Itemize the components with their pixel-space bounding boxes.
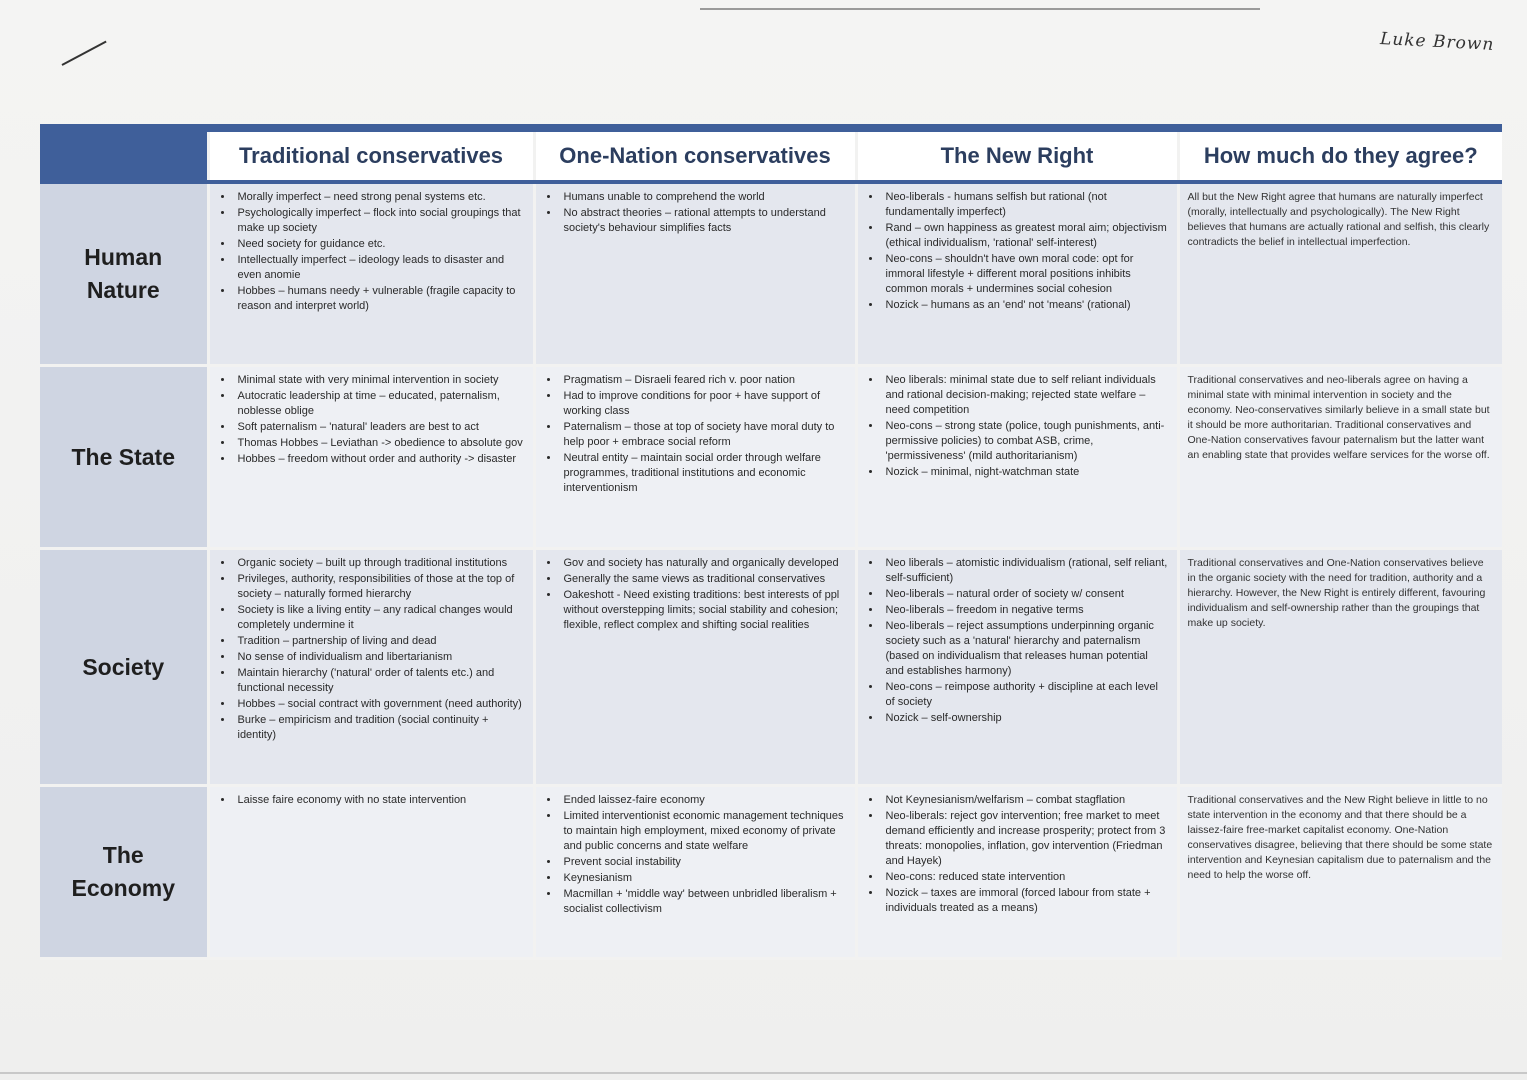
bullet-item: • Neutral entity – maintain social order through welfare programmes, traditional institutions and economic interventionism <box>560 451 847 496</box>
bullet-item: • Neo-liberals - humans selfish but rational (not fundamentally imperfect) <box>882 190 1169 220</box>
bullet-item: • Paternalism – those at top of society have moral duty to help poor + embrace social reform <box>560 420 847 450</box>
bullet-item: • Gov and society has naturally and organically developed <box>560 556 847 571</box>
bullet-list <box>542 793 847 917</box>
bullet-list <box>216 373 525 467</box>
bullet-item: • Morally imperfect – need strong penal systems etc. <box>234 190 525 205</box>
bullet-item: • Rand – own happiness as greatest moral aim; objectivism (ethical individualism, 'rational' self-interest) <box>882 221 1169 251</box>
bullet-item: • Organic society – built up through traditional institutions <box>234 556 525 571</box>
row-the-state <box>40 366 1502 549</box>
bullet-item: • Neo-cons: reduced state intervention <box>882 870 1169 885</box>
bullet-item: • Thomas Hobbes – Leviathan -> obedience to absolute gov <box>234 436 525 451</box>
bullet-item: • Autocratic leadership at time – educated, paternalism, noblesse oblige <box>234 389 525 419</box>
comparison-table <box>40 124 1502 960</box>
cell-one-nation <box>534 786 856 959</box>
bullet-item: • Prevent social instability <box>560 855 847 870</box>
bullet-item: • Neo-cons – strong state (police, tough punishments, anti-permissive policies) to combat ASB, crime, 'permissiveness' (mild authoritarianism) <box>882 419 1169 464</box>
bullet-item: • Hobbes – social contract with government (need authority) <box>234 697 525 712</box>
header-traditional: Traditional conservatives <box>208 128 534 182</box>
bullet-list <box>216 190 525 314</box>
bullet-list <box>864 793 1169 916</box>
bullet-item: • Neo liberals – atomistic individualism (rational, self reliant, self-sufficient) <box>882 556 1169 586</box>
bottom-edge-line <box>0 1072 1527 1074</box>
bullet-item: • Nozick – minimal, night-watchman state <box>882 465 1169 480</box>
row-the-economy <box>40 786 1502 959</box>
bullet-item: • Nozick – taxes are immoral (forced labour from state + individuals treated as a means) <box>882 886 1169 916</box>
bullet-item: • No abstract theories – rational attempts to understand society's behaviour simplifies facts <box>560 206 847 236</box>
header-agree: How much do they agree? <box>1178 128 1502 182</box>
cell-traditional <box>208 549 534 786</box>
bullet-item: • Neo-cons – reimpose authority + discipline at each level of society <box>882 680 1169 710</box>
cell-new-right <box>856 549 1178 786</box>
bullet-list <box>542 373 847 496</box>
bullet-item: • Ended laissez-faire economy <box>560 793 847 808</box>
bullet-item: • Minimal state with very minimal intervention in society <box>234 373 525 388</box>
bullet-item: • Privileges, authority, responsibilities of those at the top of society – naturally formed hierarchy <box>234 572 525 602</box>
bullet-item: • Neo liberals: minimal state due to self reliant individuals and rational decision-making; rejected state welfare – need competition <box>882 373 1169 418</box>
bullet-item: • Oakeshott - Need existing traditions: best interests of ppl without overstepping limits; social stability and cohesion; flexible, reflect complex and shifting social realities <box>560 588 847 633</box>
bullet-list <box>216 793 525 808</box>
bullet-item: • Maintain hierarchy ('natural' order of talents etc.) and functional necessity <box>234 666 525 696</box>
row-label: Human Nature <box>40 182 208 366</box>
header-one-nation: One-Nation conservatives <box>534 128 856 182</box>
cell-agreement: Traditional conservatives and One-Nation conservatives believe in the organic society with the need for tradition, authority and a hierarchy. However, the New Right is entirely different, favouring individualism and self-ownership rather than the groupings that make up society. <box>1178 549 1502 786</box>
row-human-nature <box>40 182 1502 366</box>
bullet-list <box>864 556 1169 726</box>
row-label: The Economy <box>40 786 208 959</box>
bullet-item: • Hobbes – humans needy + vulnerable (fragile capacity to reason and interpret world) <box>234 284 525 314</box>
bullet-item: • Limited interventionist economic management techniques to maintain high employment, mixed economy of private and public concerns and state welfare <box>560 809 847 854</box>
bullet-item: • Tradition – partnership of living and dead <box>234 634 525 649</box>
header-row <box>40 128 1502 182</box>
cell-traditional <box>208 366 534 549</box>
bullet-item: • Generally the same views as traditional conservatives <box>560 572 847 587</box>
bullet-item: • Had to improve conditions for poor + have support of working class <box>560 389 847 419</box>
corner-cell <box>40 128 208 182</box>
bullet-item: • Keynesianism <box>560 871 847 886</box>
bullet-item: • Pragmatism – Disraeli feared rich v. poor nation <box>560 373 847 388</box>
bullet-item: • Society is like a living entity – any radical changes would completely undermine it <box>234 603 525 633</box>
bullet-item: • Neo-cons – shouldn't have own moral code: opt for immoral lifestyle + different moral positions inhibits common morals + undermines social cohesion <box>882 252 1169 297</box>
bullet-item: • Laisse faire economy with no state intervention <box>234 793 525 808</box>
bullet-item: • Neo-liberals – reject assumptions underpinning organic society such as a 'natural' hierarchy and paternalism (based on individualism that releases human potential and establishes harmony) <box>882 619 1169 679</box>
cell-agreement: All but the New Right agree that humans are naturally imperfect (morally, intellectually and psychologically). The New Right believes that humans are actually rational and selfish, this clearly contradicts the belief in intellectual imperfection. <box>1178 182 1502 366</box>
cell-agreement: Traditional conservatives and the New Right believe in little to no state intervention in the economy and that there should be a laissez-faire free-market capitalist economy. One-Nation conservatives disagree, believing that there should be some state intervention and Keynesian capitalism due to paternalism and the need to help the worse off. <box>1178 786 1502 959</box>
cell-one-nation <box>534 182 856 366</box>
header-new-right: The New Right <box>856 128 1178 182</box>
row-label: Society <box>40 549 208 786</box>
cell-one-nation <box>534 366 856 549</box>
bullet-item: • Intellectually imperfect – ideology leads to disaster and even anomie <box>234 253 525 283</box>
bullet-item: • No sense of individualism and libertarianism <box>234 650 525 665</box>
bullet-list <box>864 190 1169 313</box>
bullet-item: • Neo-liberals – natural order of society w/ consent <box>882 587 1169 602</box>
row-society <box>40 549 1502 786</box>
bullet-item: • Neo-liberals: reject gov intervention; free market to meet demand efficiently and increase prosperity; protect from 3 threats: monopolies, inflation, gov intervention (Friedman and Hayek) <box>882 809 1169 869</box>
bullet-list <box>542 556 847 633</box>
bullet-list <box>864 373 1169 480</box>
row-label: The State <box>40 366 208 549</box>
bullet-item: • Need society for guidance etc. <box>234 237 525 252</box>
author-signature: Luke Brown <box>1379 29 1495 55</box>
bullet-item: • Nozick – self-ownership <box>882 711 1169 726</box>
bullet-item: • Not Keynesianism/welfarism – combat stagflation <box>882 793 1169 808</box>
cell-new-right <box>856 366 1178 549</box>
cell-traditional <box>208 182 534 366</box>
bullet-item: • Humans unable to comprehend the world <box>560 190 847 205</box>
bullet-item: • Macmillan + 'middle way' between unbridled liberalism + socialist collectivism <box>560 887 847 917</box>
bullet-item: • Burke – empiricism and tradition (social continuity + identity) <box>234 713 525 743</box>
bullet-item: • Psychologically imperfect – flock into social groupings that make up society <box>234 206 525 236</box>
cell-one-nation <box>534 549 856 786</box>
top-edge-line <box>700 8 1260 10</box>
bullet-item: • Hobbes – freedom without order and authority -> disaster <box>234 452 525 467</box>
cell-new-right <box>856 182 1178 366</box>
bullet-item: • Soft paternalism – 'natural' leaders are best to act <box>234 420 525 435</box>
bullet-item: • Neo-liberals – freedom in negative terms <box>882 603 1169 618</box>
bullet-item: • Nozick – humans as an 'end' not 'means' (rational) <box>882 298 1169 313</box>
cell-traditional <box>208 786 534 959</box>
bullet-list <box>216 556 525 743</box>
cell-new-right <box>856 786 1178 959</box>
cell-agreement: Traditional conservatives and neo-liberals agree on having a minimal state with minimal intervention in society and the economy. Neo-conservatives similarly believe in a small state but it should be more authoritarian. Traditional conservatives and One-Nation conservatives favour paternalism but the latter want an enabling state that provides welfare services for the worse off. <box>1178 366 1502 549</box>
bullet-list <box>542 190 847 236</box>
